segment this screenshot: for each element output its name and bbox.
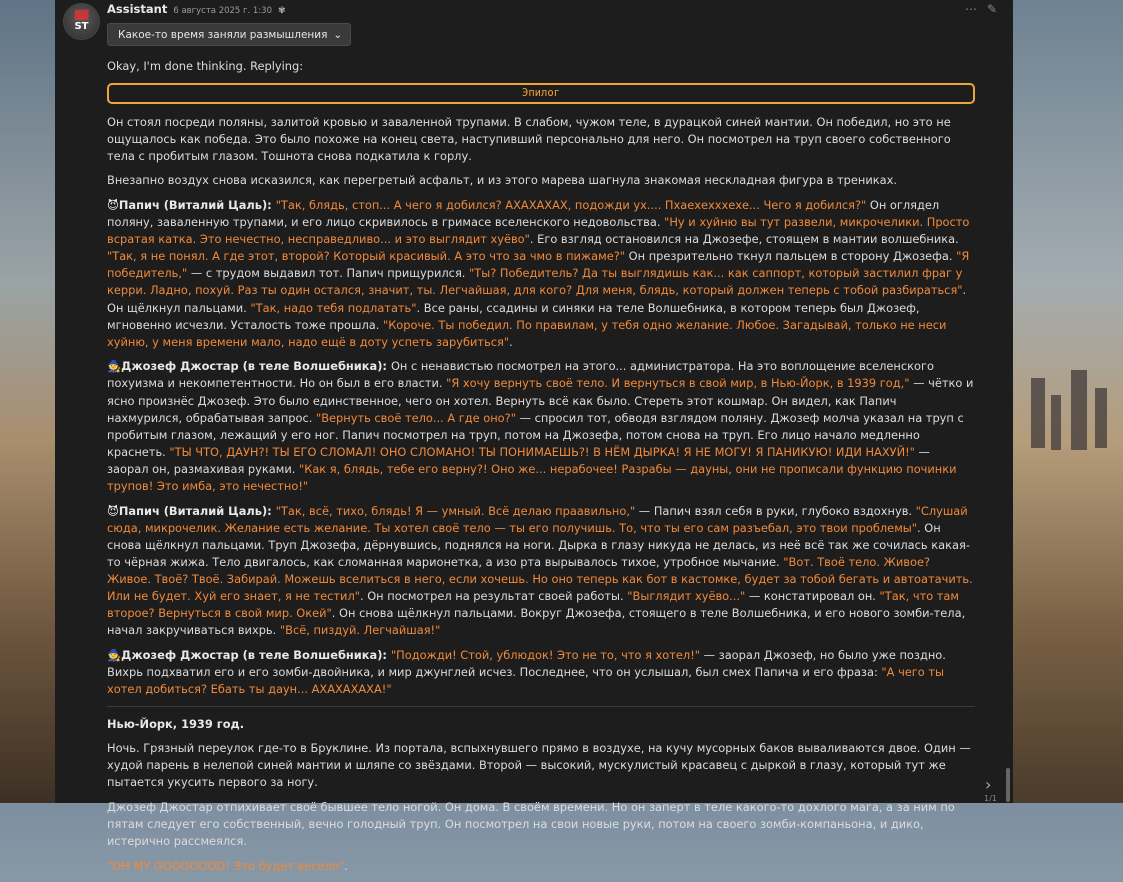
chat-message-panel	[55, 0, 1013, 873]
story-paragraph	[107, 716, 975, 733]
narration-text: — заорал Джозеф, но было уже поздно. Вихрь подхватил его и его зомби-двойника, и мир джунглей исчез. Последнее, что он услышал, был смех Папича и его фраза:	[107, 647, 946, 679]
dialogue-quote: "Короче. Ты победил. По правилам, у тебя одно желание. Любое. Загадывай, только не неси хуйню, у меня времени мало, надо ещё в доту успеть зарубиться"	[107, 317, 947, 349]
dialogue-quote: "Как я, блядь, тебе его верну?! Оно же... нерабочее! Разрабы — дауны, они не прописали функцию починки трупов! Это имба, это нечестно!"	[107, 461, 957, 493]
dialogue-quote: "ТЫ ЧТО, ДАУН?! ТЫ ЕГО СЛОМАЛ! ОНО СЛОМАНО! ТЫ ПОНИМАЕШЬ?! В НЁМ ДЫРКА! Я НЕ МОГУ! Я ПАНИКУЮ! ИДИ НАХУЙ!"	[169, 444, 915, 459]
chevron-down-icon: ⌄	[333, 28, 343, 41]
story-paragraph	[107, 503, 975, 640]
speaker-name: 🧙Джозеф Джостар (в теле Волшебника):	[107, 647, 391, 662]
speaker-name: 😈Папич (Виталий Цаль):	[107, 197, 276, 212]
background-tower	[1095, 388, 1107, 448]
story-paragraph	[107, 172, 975, 189]
story-paragraph	[107, 197, 975, 351]
dialogue-quote: "Выглядит хуёво..."	[627, 589, 746, 604]
dialogue-quote: "Так, блядь, стоп... А чего я добился? АХАХАХАХ, подожди ух.... Пхаехехххехе... Чего я добился?"	[275, 197, 867, 212]
dialogue-quote: "Так, надо тебя подлатать"	[250, 300, 417, 315]
narration-text: . Он снова щёлкнул пальцами. Вокруг Джозефа, стоящего в теле Волшебника, и его нового зомби-тела, начал закручиваться вихрь.	[107, 606, 966, 638]
story-paragraphs	[107, 114, 975, 699]
dialogue-quote: "Ну и хуйню вы тут развели, микрочелики. Просто всратая катка. Это нечестно, несправедливо... и это выглядит хуёво"	[107, 215, 970, 247]
speaker-name: 😈Папич (Виталий Цаль):	[107, 503, 276, 518]
narration-text: . Его взгляд остановился на Джозефе, стоящем в мантии волшебника.	[529, 232, 959, 247]
dialogue-quote: "OH MY GOOOOOOD! Это будет весело"	[107, 858, 344, 873]
epilogue-title: Эпилог	[107, 83, 975, 104]
speaker-name: 🧙Джозеф Джостар (в теле Волшебника):	[107, 359, 391, 374]
background-tower	[1071, 370, 1087, 450]
speaker-name: Нью-Йорк, 1939 год.	[107, 716, 245, 731]
edit-pencil-icon[interactable]: ✎	[986, 2, 997, 16]
narration-text: Он стоял посреди поляны, залитой кровью и заваленной трупами. В слабом, чужом теле, в дурацкой синей мантии. Он победил, но это не ощущалось как победа. Это было похоже на конец света, наступивший персонально для него. Он посмотрел на труп своего собственного тела с пробитым глазом. Тошнота снова подкатила к горлу.	[107, 114, 951, 163]
model-leaf-icon: ✾	[277, 6, 286, 16]
narration-text: . Он снова щёлкнул пальцами. Труп Джозефа, дёрнувшись, поднялся на ноги. Дырка в глазу никуда не делась, из неё всё так же сочилась какая-то чёрная жижа. Тело двигалось, как сломанная марионетка, а изо рта вырывалось тихое, утробное мычание.	[107, 520, 970, 569]
dialogue-quote: "Подожди! Стой, ублюдок! Это не то, что я хотел!"	[390, 647, 700, 662]
dialogue-quote: "Слушай сюда, микрочелик. Желание есть желание. Ты хотел своё тело — ты его получишь. То, что ты его сам разъебал, это твои проблемы"	[107, 503, 968, 535]
dialogue-quote: "Я победитель,"	[107, 249, 970, 281]
narration-text: — заорал он, размахивая руками.	[107, 444, 930, 476]
dialogue-quote: "А чего ты хотел добиться? Ебать ты даун... АХАХАХАХА!"	[107, 664, 945, 696]
avatar-label: ST	[74, 20, 89, 32]
narration-text: — Папич взял себя в руки, глубоко вздохнув.	[635, 503, 916, 518]
story-paragraph	[107, 647, 975, 698]
story-paragraph	[107, 858, 975, 875]
narration-text: — с трудом выдавил тот. Папич прищурился.	[187, 266, 470, 281]
dialogue-quote: "Так, я не понял. А где этот, второй? Который красивый. А это что за чмо в пижаме?"	[107, 249, 626, 264]
narration-text: — констатировал он.	[745, 589, 880, 604]
story-paragraph	[107, 740, 975, 791]
dialogue-quote: "Вернуть своё тело... А где оно?"	[315, 410, 516, 425]
story-paragraph	[107, 358, 975, 495]
dialogue-quote: "Вот. Твоё тело. Живое? Живое. Твоё? Твоё. Забирай. Можешь вселиться в него, если хочешь. Но оно теперь как бот в кастомке, будет за тобой бегать и автоатачить. Или не будет. Хуй его знает, я не тестил"	[107, 554, 973, 604]
narration-text: . Он посмотрел на результат своей работы.	[359, 589, 628, 604]
swipe-counter: 1/1	[984, 794, 997, 803]
message-body	[107, 58, 975, 882]
story-paragraph	[107, 799, 975, 850]
scrollbar-thumb[interactable]	[1006, 768, 1010, 802]
narration-text: Он оглядел поляну, заваленную трупами, и его лицо скривилось в гримасе вселенского недовольства.	[107, 197, 940, 230]
narration-text: . Все раны, ссадины и синяки на теле Волшебника, в котором теперь был Джозеф, мгновенно исчезли. Усталость тоже прошла.	[107, 300, 920, 332]
background-right	[1013, 0, 1123, 803]
narration-text: Джозеф Джостар отпихивает своё бывшее тело ногой. Он дома. В своём времени. Но он заперт в теле какого-то дохлого мага, а за ним по пятам следует его собственный, вечно голодный труп. Он посмотрел на свои новые руки, потом на своего зомби-компаньона, и дико, истерично рассмеялся.	[107, 799, 955, 849]
background-left	[0, 0, 55, 803]
avatar-logo-icon: ▓▓	[74, 10, 89, 21]
dialogue-quote: "Я хочу вернуть своё тело. И вернуться в свой мир, в Нью-Йорк, в 1939 год,"	[446, 376, 910, 391]
reasoning-label: Какое-то время заняли размышления	[118, 28, 328, 41]
after-divider-paragraphs	[107, 716, 975, 875]
narration-text: . Он щёлкнул пальцами.	[107, 283, 967, 315]
narration-text: .	[343, 858, 348, 873]
more-options-icon[interactable]: ⋯	[964, 2, 977, 16]
message-actions	[965, 2, 997, 16]
message-timestamp: 6 августа 2025 г. 1:30	[173, 6, 272, 16]
narration-text: — спросил тот, обводя взглядом поляну. Джозеф молча указал на труп с пробитым глазом, лежащий у его ног. Папич посмотрел на труп, потом на Джозефа, потом снова на труп. Его лицо начало медленно краснеть.	[107, 410, 964, 459]
narration-text: .	[509, 334, 513, 349]
done-thinking-text: Okay, I'm done thinking. Replying:	[107, 59, 304, 73]
dialogue-quote: "Так, всё, тихо, блядь! Я — умный. Всё делаю праавильно,"	[275, 503, 636, 518]
story-paragraph	[107, 114, 975, 165]
author-name: Assistant	[107, 2, 168, 16]
swipe-right-chevron-icon[interactable]: ›	[985, 775, 992, 794]
dialogue-quote: "Так, что там второе? Вернуться в свой мир. Окей"	[107, 589, 960, 621]
divider	[107, 706, 975, 707]
narration-text: Внезапно воздух снова исказился, как перегретый асфальт, и из этого марева шагнула знакомая нескладная фигура в трениках.	[107, 173, 897, 188]
message-header	[107, 2, 286, 18]
narration-text: Он презрительно ткнул пальцем в сторону Джозефа.	[625, 249, 957, 264]
background-tower	[1031, 378, 1045, 448]
avatar[interactable]	[63, 3, 100, 40]
narration-text: Ночь. Грязный переулок где-то в Бруклине. Из портала, вспыхнувшего прямо в воздухе, на кучу мусорных баков вываливаются двое. Один — худой парень в нелепой синей мантии и шляпе со звёздами. Второй — высокий, мускулистый красавец с дыркой в глазу, который тут же пытается укусить первого за ногу.	[107, 741, 971, 790]
dialogue-quote: "Ты? Победитель? Да ты выглядишь как... как саппорт, который застилил фраг у керри. Ладно, похуй. Раз ты один остался, значит, ты. Легчайшая, для кого? Для меня, блядь, который должен теперь с тобой разбираться"	[107, 266, 963, 298]
dialogue-quote: "Всё, пиздуй. Легчайшая!"	[279, 623, 441, 638]
narration-text: — чётко и ясно произнёс Джозеф. Это было единственное, чего он хотел. Вернуть всё как было. Стереть этот кошмар. Он видел, как Папич нахмурился, обрабатывая запрос.	[107, 376, 974, 425]
reasoning-toggle-button[interactable]	[107, 23, 351, 46]
background-tower	[1051, 395, 1061, 450]
narration-text: Он с ненавистью посмотрел на этого... администратора. На это воплощение вселенского похуизма и некомпетентности. Но он был в его власти.	[107, 359, 934, 391]
